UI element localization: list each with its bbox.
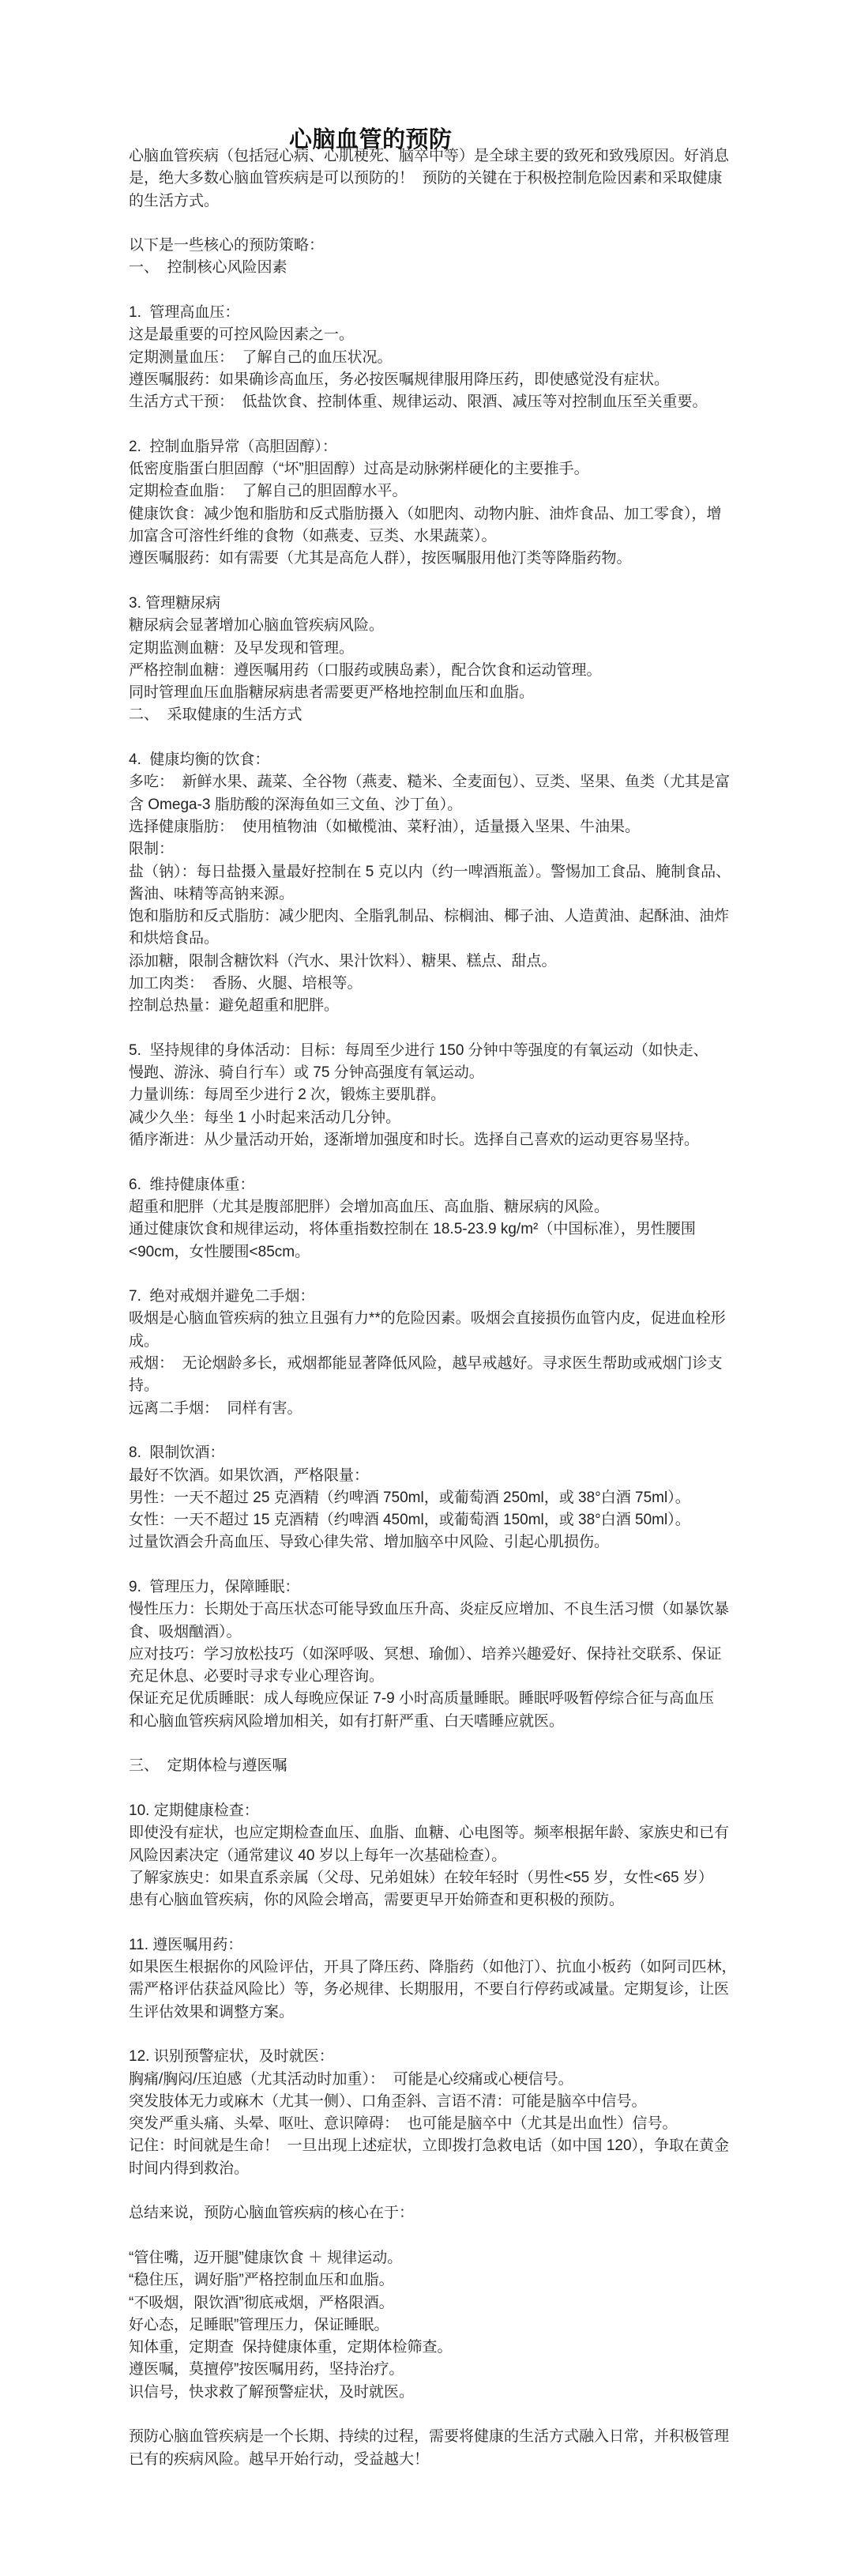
blank-line (129, 1554, 761, 1576)
body-line: 男性：一天不超过 25 克酒精（约啤酒 750ml，或葡萄酒 250ml，或 38°白酒 75ml）。 (129, 1489, 690, 1506)
blank-line (129, 1911, 761, 1934)
body-line: 力量训练：每周至少进行 2 次，锻炼主要肌群。 (129, 1087, 446, 1104)
blank-line (129, 1264, 761, 1286)
item-heading: 3. 管理糖尿病 (129, 594, 221, 612)
blank-line (129, 213, 761, 235)
strategy-lead: 以下是一些核心的预防策略： (129, 237, 325, 254)
body-line: 和心脑血管疾病风险增加相关，如有打鼾严重、白天嗜睡应就医。 (129, 1712, 565, 1730)
blank-line (129, 1733, 761, 1755)
body-line: 选择健康脂肪： 使用植物油（如橄榄油、菜籽油），适量摄入坚果、牛油果。 (129, 818, 641, 835)
body-line: 定期测量血压： 了解自己的血压状况。 (129, 348, 393, 366)
summary-point: 识信号，快求救了解预警症状，及时就医。 (129, 2383, 415, 2401)
body-line: 遵医嘱服药：如果确诊高血压，务必按医嘱规律服用降压药，即使感觉没有症状。 (129, 371, 670, 388)
item-4-diet (129, 749, 761, 1018)
item-heading: 6. 维持健康体重： (129, 1176, 255, 1193)
item-heading: 2. 控制血脂异常（高胆固醇）： (129, 438, 337, 455)
item-1-hypertension (129, 302, 761, 413)
summary-point: 好心态，足睡眠”管理压力，保证睡眠。 (129, 2316, 389, 2333)
item-heading: 4. 健康均衡的饮食： (129, 751, 270, 769)
summary-point: “稳住压，调好脂”严格控制血压和血脂。 (129, 2272, 394, 2289)
body-line: 时间内得到救治。 (129, 2160, 250, 2177)
body-line: 过量饮酒会升高血压、导致心律失常、增加脑卒中风险、引起心肌损伤。 (129, 1534, 610, 1551)
body-line: 需严格评估获益风险比）等，务必规律、长期服用，不要自行停药或减量。定期复诊，让医 (129, 1981, 730, 1998)
body-line: 添加糖，限制含糖饮料（汽水、果汁饮料）、糖果、糕点、甜点。 (129, 952, 557, 970)
body-line: 吸烟是心脑血管疾病的独立且强有力**的危险因素。吸烟会直接损伤血管内皮，促进血栓形 (129, 1310, 726, 1328)
body-line: 慢性压力：长期处于高压状态可能导致血压升高、炎症反应增加、不良生活习惯（如暴饮暴 (129, 1601, 730, 1618)
summary-point: “管住嘴，迈开腿”健康饮食 ＋ 规律运动。 (129, 2249, 403, 2266)
part-heading: 三、 定期体检与遵医嘱 (129, 1757, 287, 1775)
body-line: 同时管理血压血脂糖尿病患者需要更严格地控制血压和血脂。 (129, 684, 535, 702)
body-line: 定期检查血脂： 了解自己的胆固醇水平。 (129, 483, 408, 500)
item-heading: 5. 坚持规律的身体活动：目标：每周至少进行 150 分钟中等强度的有氧运动（如快走、 (129, 1041, 708, 1059)
blank-line (129, 2024, 761, 2046)
body-line: 含 Omega-3 脂肪酸的深海鱼如三文鱼、沙丁鱼）。 (129, 796, 463, 813)
item-heading: 8. 限制饮酒： (129, 1444, 225, 1462)
body-line: 这是最重要的可控风险因素之一。 (129, 326, 355, 344)
blank-line (129, 414, 761, 436)
blank-line (129, 1778, 761, 1800)
item-7-smoking (129, 1286, 761, 1420)
body-line: 定期监测血糖：及早发现和管理。 (129, 639, 355, 657)
body-line: 胸痛/胸闷/压迫感（尤其活动时加重）： 可能是心绞痛或心梗信号。 (129, 2070, 573, 2088)
body-line: 饱和脂肪和反式脂肪：减少肥肉、全脂乳制品、棕榈油、椰子油、人造黄油、起酥油、油炸 (129, 908, 730, 925)
body-line: 女性：一天不超过 15 克酒精（约啤酒 450ml，或葡萄酒 150ml，或 38°白酒 50ml）。 (129, 1512, 690, 1529)
body-line: 加富含可溶性纤维的食物（如燕麦、豆类、水果蔬菜）。 (129, 528, 497, 545)
item-3-diabetes (129, 593, 761, 704)
item-5-activity (129, 1040, 761, 1151)
item-heading: 1. 管理高血压： (129, 304, 240, 322)
summary-lead: 总结来说，预防心脑血管疾病的核心在于： (129, 2205, 415, 2222)
body-line: 了解家族史：如果直系亲属（父母、兄弟姐妹）在较年轻时（男性<55 岁，女性<65 岁） (129, 1869, 714, 1886)
item-heading: 7. 绝对戒烟并避免二手烟： (129, 1288, 315, 1305)
closing-line: 已有的疾病风险。越早开始行动，受益越大！ (129, 2450, 430, 2468)
item-2-lipids (129, 436, 761, 571)
document-body (129, 145, 761, 2471)
body-line: 糖尿病会显著增加心脑血管疾病风险。 (129, 617, 385, 635)
body-line: <90cm，女性腰围<85cm。 (129, 1243, 310, 1260)
body-line: 循序渐进：从少量活动开始，逐渐增加强度和时长。选择自己喜欢的运动更容易坚持。 (129, 1132, 700, 1149)
item-8-alcohol (129, 1442, 761, 1554)
summary-point: 遵医嘱，莫擅停”按医嘱用药，坚持治疗。 (129, 2361, 404, 2378)
body-line: 慢跑、游泳、骑自行车）或 75 分钟高强度有氧运动。 (129, 1064, 484, 1082)
body-line: 盐（钠）：每日盐摄入量最好控制在 5 克以内（约一啤酒瓶盖）。警惕加工食品、腌制食品、 (129, 863, 731, 880)
page-title: 心脑血管的预防 (289, 127, 453, 153)
summary (129, 2202, 761, 2471)
body-line: 食、吸烟酗酒）。 (129, 1623, 242, 1640)
part-1 (129, 257, 761, 704)
item-heading: 10. 定期健康检查： (129, 1802, 259, 1819)
body-line: 减少久坐：每坐 1 小时起来活动几分钟。 (129, 1109, 401, 1126)
body-line: 突发严重头痛、头晕、呕吐、意识障碍： 也可能是脑卒中（尤其是出血性）信号。 (129, 2115, 678, 2133)
part-heading: 一、 控制核心风险因素 (129, 259, 287, 277)
body-line: 低密度脂蛋白胆固醇（“坏”胆固醇）过高是动脉粥样硬化的主要推手。 (129, 461, 589, 478)
body-line: 酱油、味精等高钠来源。 (129, 885, 295, 902)
body-line: 如果医生根据你的风险评估，开具了降压药、降脂药（如他汀）、抗血小板药（如阿司匹林， (129, 1959, 737, 1976)
item-heading: 11. 遵医嘱用药： (129, 1936, 243, 1953)
item-12-warning-signs (129, 2046, 761, 2180)
intro (129, 145, 761, 257)
part-2 (129, 704, 761, 1755)
body-line: 突发肢体无力或麻木（尤其一侧）、口角歪斜、言语不清：可能是脑卒中信号。 (129, 2092, 647, 2110)
body-line: 风险因素决定（通常建议 40 岁以上每年一次基础检查）。 (129, 1847, 507, 1864)
closing-line: 预防心脑血管疾病是一个长期、持续的过程，需要将健康的生活方式融入日常，并积极管理 (129, 2428, 730, 2446)
body-line: 生评估效果和调整方案。 (129, 2003, 295, 2021)
blank-line (129, 571, 761, 593)
intro-line: 的生活方式。 (129, 192, 220, 209)
body-line: 多吃： 新鲜水果、蔬菜、全谷物（燕麦、糙米、全麦面包）、豆类、坚果、鱼类（尤其是富 (129, 774, 731, 791)
body-line: 控制总热量：避免超重和肥胖。 (129, 997, 340, 1015)
part-3 (129, 1755, 761, 2202)
item-6-weight (129, 1174, 761, 1264)
body-line: 远离二手烟： 同样有害。 (129, 1399, 302, 1417)
body-line: 加工肉类： 香肠、火腿、培根等。 (129, 974, 363, 992)
part-heading: 二、 采取健康的生活方式 (129, 706, 302, 724)
item-9-stress-sleep (129, 1576, 761, 1733)
blank-line (129, 1018, 761, 1040)
item-10-checkups (129, 1800, 761, 1911)
body-line: 保证充足优质睡眠：成人每晚应保证 7-9 小时高质量睡眠。睡眠呼吸暂停综合征与高血压 (129, 1690, 715, 1708)
body-line: 严格控制血糖：遵医嘱用药（口服药或胰岛素），配合饮食和运动管理。 (129, 661, 602, 679)
body-line: 戒烟： 无论烟龄多长，戒烟都能显著降低风险，越早戒越好。寻求医生帮助或戒烟门诊支 (129, 1355, 723, 1373)
item-heading: 12. 识别预警症状，及时就医： (129, 2048, 334, 2066)
body-line: 和烘焙食品。 (129, 930, 220, 947)
intro-line: 心脑血管疾病（包括冠心病、心肌梗死、脑卒中等）是全球主要的致死和致残原因。好消息 (129, 148, 730, 164)
body-line: 充足休息、必要时寻求专业心理咨询。 (129, 1668, 385, 1685)
body-line: 应对技巧：学习放松技巧（如深呼吸、冥想、瑜伽）、培养兴趣爱好、保持社交联系、保证 (129, 1645, 722, 1663)
blank-line (129, 280, 761, 302)
item-heading: 9. 管理压力，保障睡眠： (129, 1579, 300, 1595)
blank-line (129, 2404, 761, 2426)
blank-line (129, 1151, 761, 1173)
body-line: 即使没有症状，也应定期检查血压、血脂、血糖、心电图等。频率根据年龄、家族史和已有 (129, 1825, 730, 1842)
body-line: 遵医嘱服药：如有需要（尤其是高危人群），按医嘱服用他汀类等降脂药物。 (129, 550, 632, 567)
body-line: 健康饮食：减少饱和脂肪和反式脂肪摄入（如肥肉、动物内脏、油炸食品、加工零食），增 (129, 505, 722, 522)
body-line: 超重和肥胖（尤其是腹部肥胖）会增加高血压、高血脂、糖尿病的风险。 (129, 1198, 610, 1215)
blank-line (129, 1420, 761, 1442)
blank-line (129, 2225, 761, 2247)
body-line: 限制： (129, 841, 175, 858)
blank-line (129, 727, 761, 749)
body-line: 生活方式干预： 低盐饮食、控制体重、规律运动、限酒、减压等对控制血压至关重要。 (129, 394, 708, 411)
body-line: 持。 (129, 1377, 160, 1395)
body-line: 最好不饮酒。如果饮酒，严格限量： (129, 1467, 370, 1484)
body-line: 记住：时间就是生命！ 一旦出现上述症状，立即拨打急救电话（如中国 120），争取在黄金 (129, 2137, 730, 2155)
item-11-medication (129, 1934, 761, 2024)
body-line: 患有心脑血管疾病，你的风险会增高，需要更早开始筛查和更积极的预防。 (129, 1892, 625, 1909)
body-line: 通过健康饮食和规律运动，将体重指数控制在 18.5-23.9 kg/m²（中国标准），男性腰围 (129, 1221, 696, 1238)
summary-point: 知体重，定期查 保持健康体重，定期体检筛查。 (129, 2339, 453, 2356)
blank-line (129, 2180, 761, 2202)
body-line: 成。 (129, 1332, 160, 1350)
intro-line: 是，绝大多数心脑血管疾病是可以预防的！ 预防的关键在于积极控制危险因素和采取健康 (129, 170, 723, 187)
summary-point: “不吸烟，限饮酒”彻底戒烟，严格限酒。 (129, 2294, 394, 2311)
